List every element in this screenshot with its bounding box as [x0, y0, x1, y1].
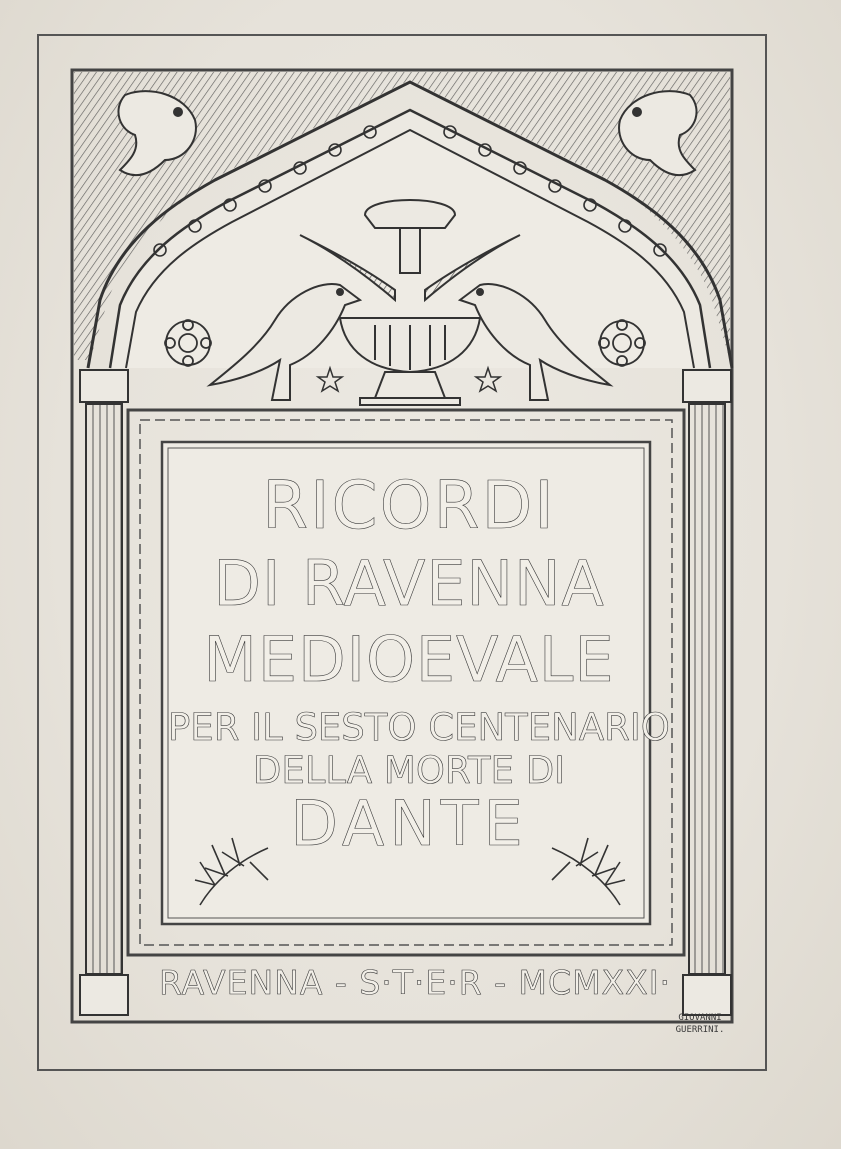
title-line-medioevale: MEDIOEVALE	[203, 623, 615, 696]
title-line-di-ravenna: DI RAVENNA	[213, 547, 605, 620]
artist-signature	[660, 1012, 740, 1036]
imprint-line: RAVENNA - S·T·E·R - MCMXXI·	[159, 963, 671, 1002]
left-column	[80, 370, 128, 1015]
title-block	[168, 455, 670, 860]
signature-line-2: GUERRINI.	[675, 1025, 725, 1035]
subtitle-line-1: PER IL SESTO CENTENARIO	[168, 706, 670, 749]
subject-dante: DANTE	[290, 787, 528, 860]
signature-line-1: GIOVANNI	[678, 1013, 722, 1023]
subtitle-line-2: DELLA MORTE DI	[252, 749, 566, 792]
right-column	[683, 370, 731, 1015]
title-line-ricordi: RICORDI	[262, 467, 556, 544]
